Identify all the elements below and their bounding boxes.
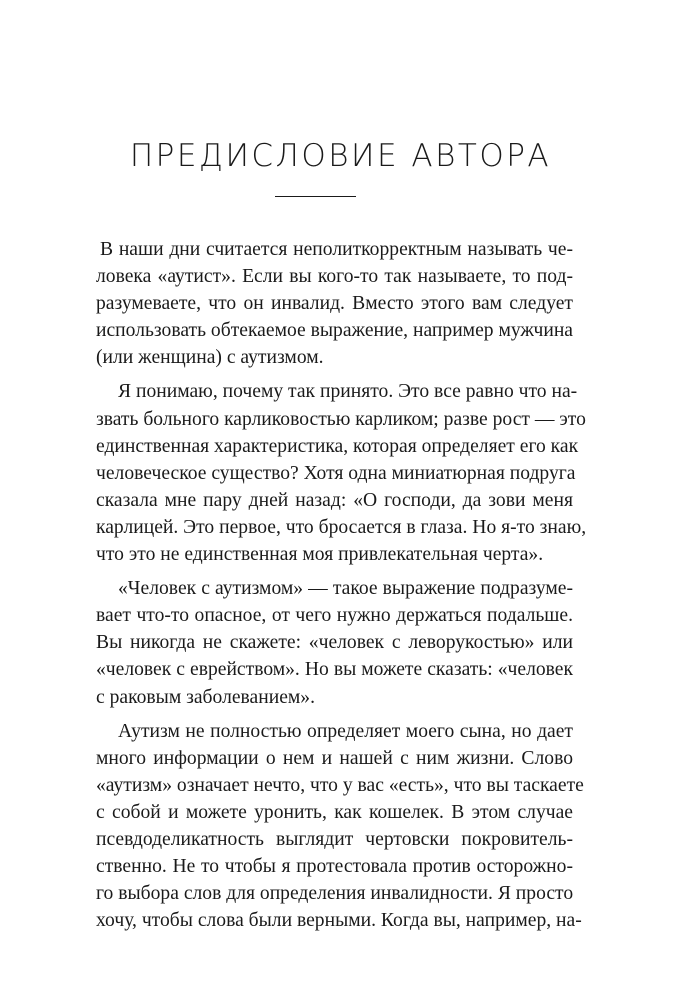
text-line: «Человек с аутизмом» — такое выражение подразуме-: [118, 578, 573, 600]
text-line: «человек с еврейством». Но вы можете сказать: «человек: [96, 659, 573, 681]
paragraph-2: [96, 378, 587, 568]
text-line: «аутизм» означает нечто, что у вас «есть», что вы таскаете: [96, 774, 584, 796]
text-line: единственная характеристика, которая определяет его как: [96, 435, 579, 457]
text-line: го выбора слов для определения инвалидности. Я просто: [96, 883, 574, 905]
text-line: вает что-то опасное, от чего нужно держаться подальше.: [96, 605, 573, 627]
text-line: с собой и можете уронить, как кошелек. В этом случае: [96, 801, 573, 823]
text-line: использовать обтекаемое выражение, например мужчина: [96, 320, 573, 342]
chapter-title: ПРЕДИСЛОВИЕ АВТОРА: [129, 138, 552, 174]
text-line: Аутизм не полностью определяет моего сына, но дает: [118, 720, 573, 742]
text-line: ловека «аутист». Если вы кого-то так называете, то под-: [96, 266, 573, 288]
text-line: псевдоделикатность выглядит чертовски покровитель-: [96, 828, 573, 850]
paragraph-1: [96, 236, 573, 371]
text-line: разумеваете, что он инвалид. Вместо этого вам следует: [96, 293, 573, 315]
text-line: (или женщина) с аутизмом.: [96, 347, 324, 369]
text-line: Вы никогда не скажете: «человек с леворукостью» или: [96, 632, 573, 654]
title-underline: [275, 196, 356, 197]
text-line: сказала мне пару дней назад: «О господи, да зови меня: [96, 489, 573, 511]
text-line: звать больного карликовостью карликом; разве рост — это: [96, 408, 586, 430]
text-line: ственно. Не то чтобы я протестовала против осторожно-: [96, 856, 573, 878]
paragraph-3: [96, 575, 573, 710]
text-line: Я понимаю, почему так принято. Это все равно что на-: [118, 381, 578, 403]
paragraph-4: [96, 718, 584, 935]
text-line: человеческое существо? Хотя одна миниатюрная подруга: [96, 462, 576, 484]
text-line: В наши дни считается неполиткорректным называть че-: [100, 239, 573, 260]
body-text: [96, 236, 587, 934]
text-line: что это не единственная моя привлекательная черта».: [96, 544, 544, 566]
text-line: много информации о нем и нашей с ним жизни. Слово: [96, 747, 573, 769]
text-line: с раковым заболеванием».: [96, 686, 315, 708]
text-line: карлицей. Это первое, что бросается в глаза. Но я-то знаю,: [96, 516, 587, 538]
text-line: хочу, чтобы слова были верными. Когда вы, например, на-: [96, 910, 582, 932]
